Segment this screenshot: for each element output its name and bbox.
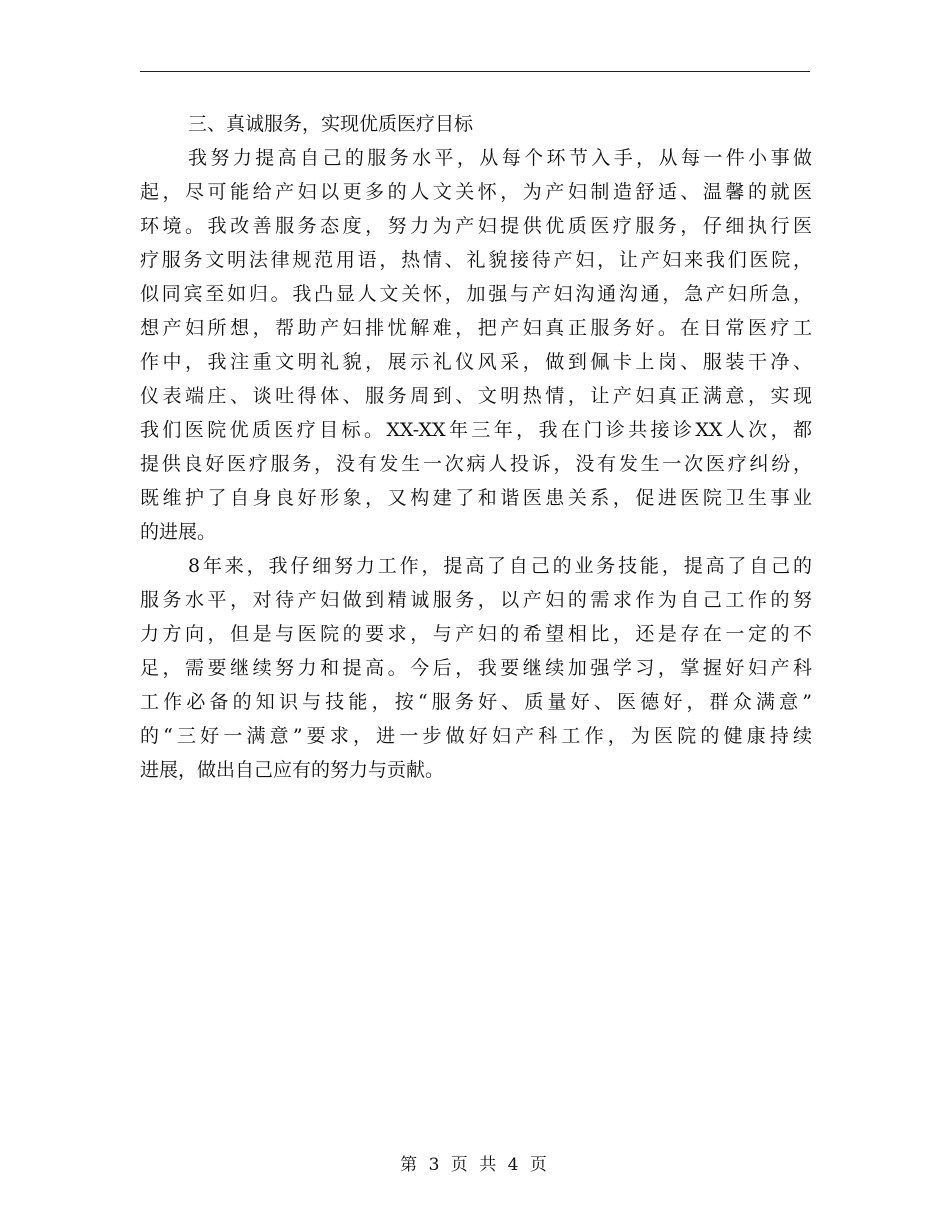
text-line: 的“三好一满意”要求，进一步做好妇产科工作，为医院的健康持续 bbox=[140, 725, 812, 747]
text-line: 提供良好医疗服务，没有发生一次病人投诉，没有发生一次医疗纠纷， bbox=[140, 453, 812, 475]
text-line: 既维护了自身良好形象，又构建了和谐医患关系，促进医院卫生事业 bbox=[140, 487, 812, 509]
text-line: 我努力提高自己的服务水平，从每个环节入手，从每一件小事做 bbox=[188, 147, 812, 169]
text-line: 环境。我改善服务态度，努力为产妇提供优质医疗服务，仔细执行医 bbox=[140, 215, 812, 237]
text-line: 作中，我注重文明礼貌，展示礼仪风采，做到佩卡上岗、服装干净、 bbox=[140, 351, 812, 373]
text-line: 足，需要继续努力和提高。今后，我要继续加强学习，掌握好妇产科 bbox=[140, 657, 812, 679]
text-line: 似同宾至如归。我凸显人文关怀，加强与产妇沟通沟通，急产妇所急， bbox=[140, 283, 812, 305]
text-line: 起，尽可能给产妇以更多的人文关怀，为产妇制造舒适、温馨的就医 bbox=[140, 181, 812, 203]
header-rule bbox=[140, 71, 810, 72]
text-line: 的进展。 bbox=[140, 521, 217, 543]
text-line: 我们医院优质医疗目标。XX-XX年三年，我在门诊共接诊XX人次，都 bbox=[140, 419, 812, 441]
text-line: 力方向，但是与医院的要求，与产妇的希望相比，还是存在一定的不 bbox=[140, 623, 812, 645]
document-body bbox=[140, 107, 812, 787]
text-line: 仪表端庄、谈吐得体、服务周到、文明热情，让产妇真正满意，实现 bbox=[140, 385, 812, 407]
text-line: 想产妇所想，帮助产妇排忧解难，把产妇真正服务好。在日常医疗工 bbox=[140, 317, 812, 339]
text-line: 工作必备的知识与技能，按“服务好、质量好、医德好，群众满意” bbox=[140, 691, 812, 713]
paragraph-summary bbox=[140, 549, 812, 787]
section-heading: 三、真诚服务，实现优质医疗目标 bbox=[188, 113, 474, 135]
text-line: 疗服务文明法律规范用语，热情、礼貌接待产妇，让产妇来我们医院， bbox=[140, 249, 812, 271]
text-line: 进展，做出自己应有的努力与贡献。 bbox=[140, 759, 445, 781]
page-number: 第 3 页 共 4 页 bbox=[400, 1155, 550, 1175]
paragraph-service bbox=[140, 141, 812, 549]
text-line: 8年来，我仔细努力工作，提高了自己的业务技能，提高了自己的 bbox=[188, 555, 812, 577]
text-line: 服务水平，对待产妇做到精诚服务，以产妇的需求作为自己工作的努 bbox=[140, 589, 812, 611]
